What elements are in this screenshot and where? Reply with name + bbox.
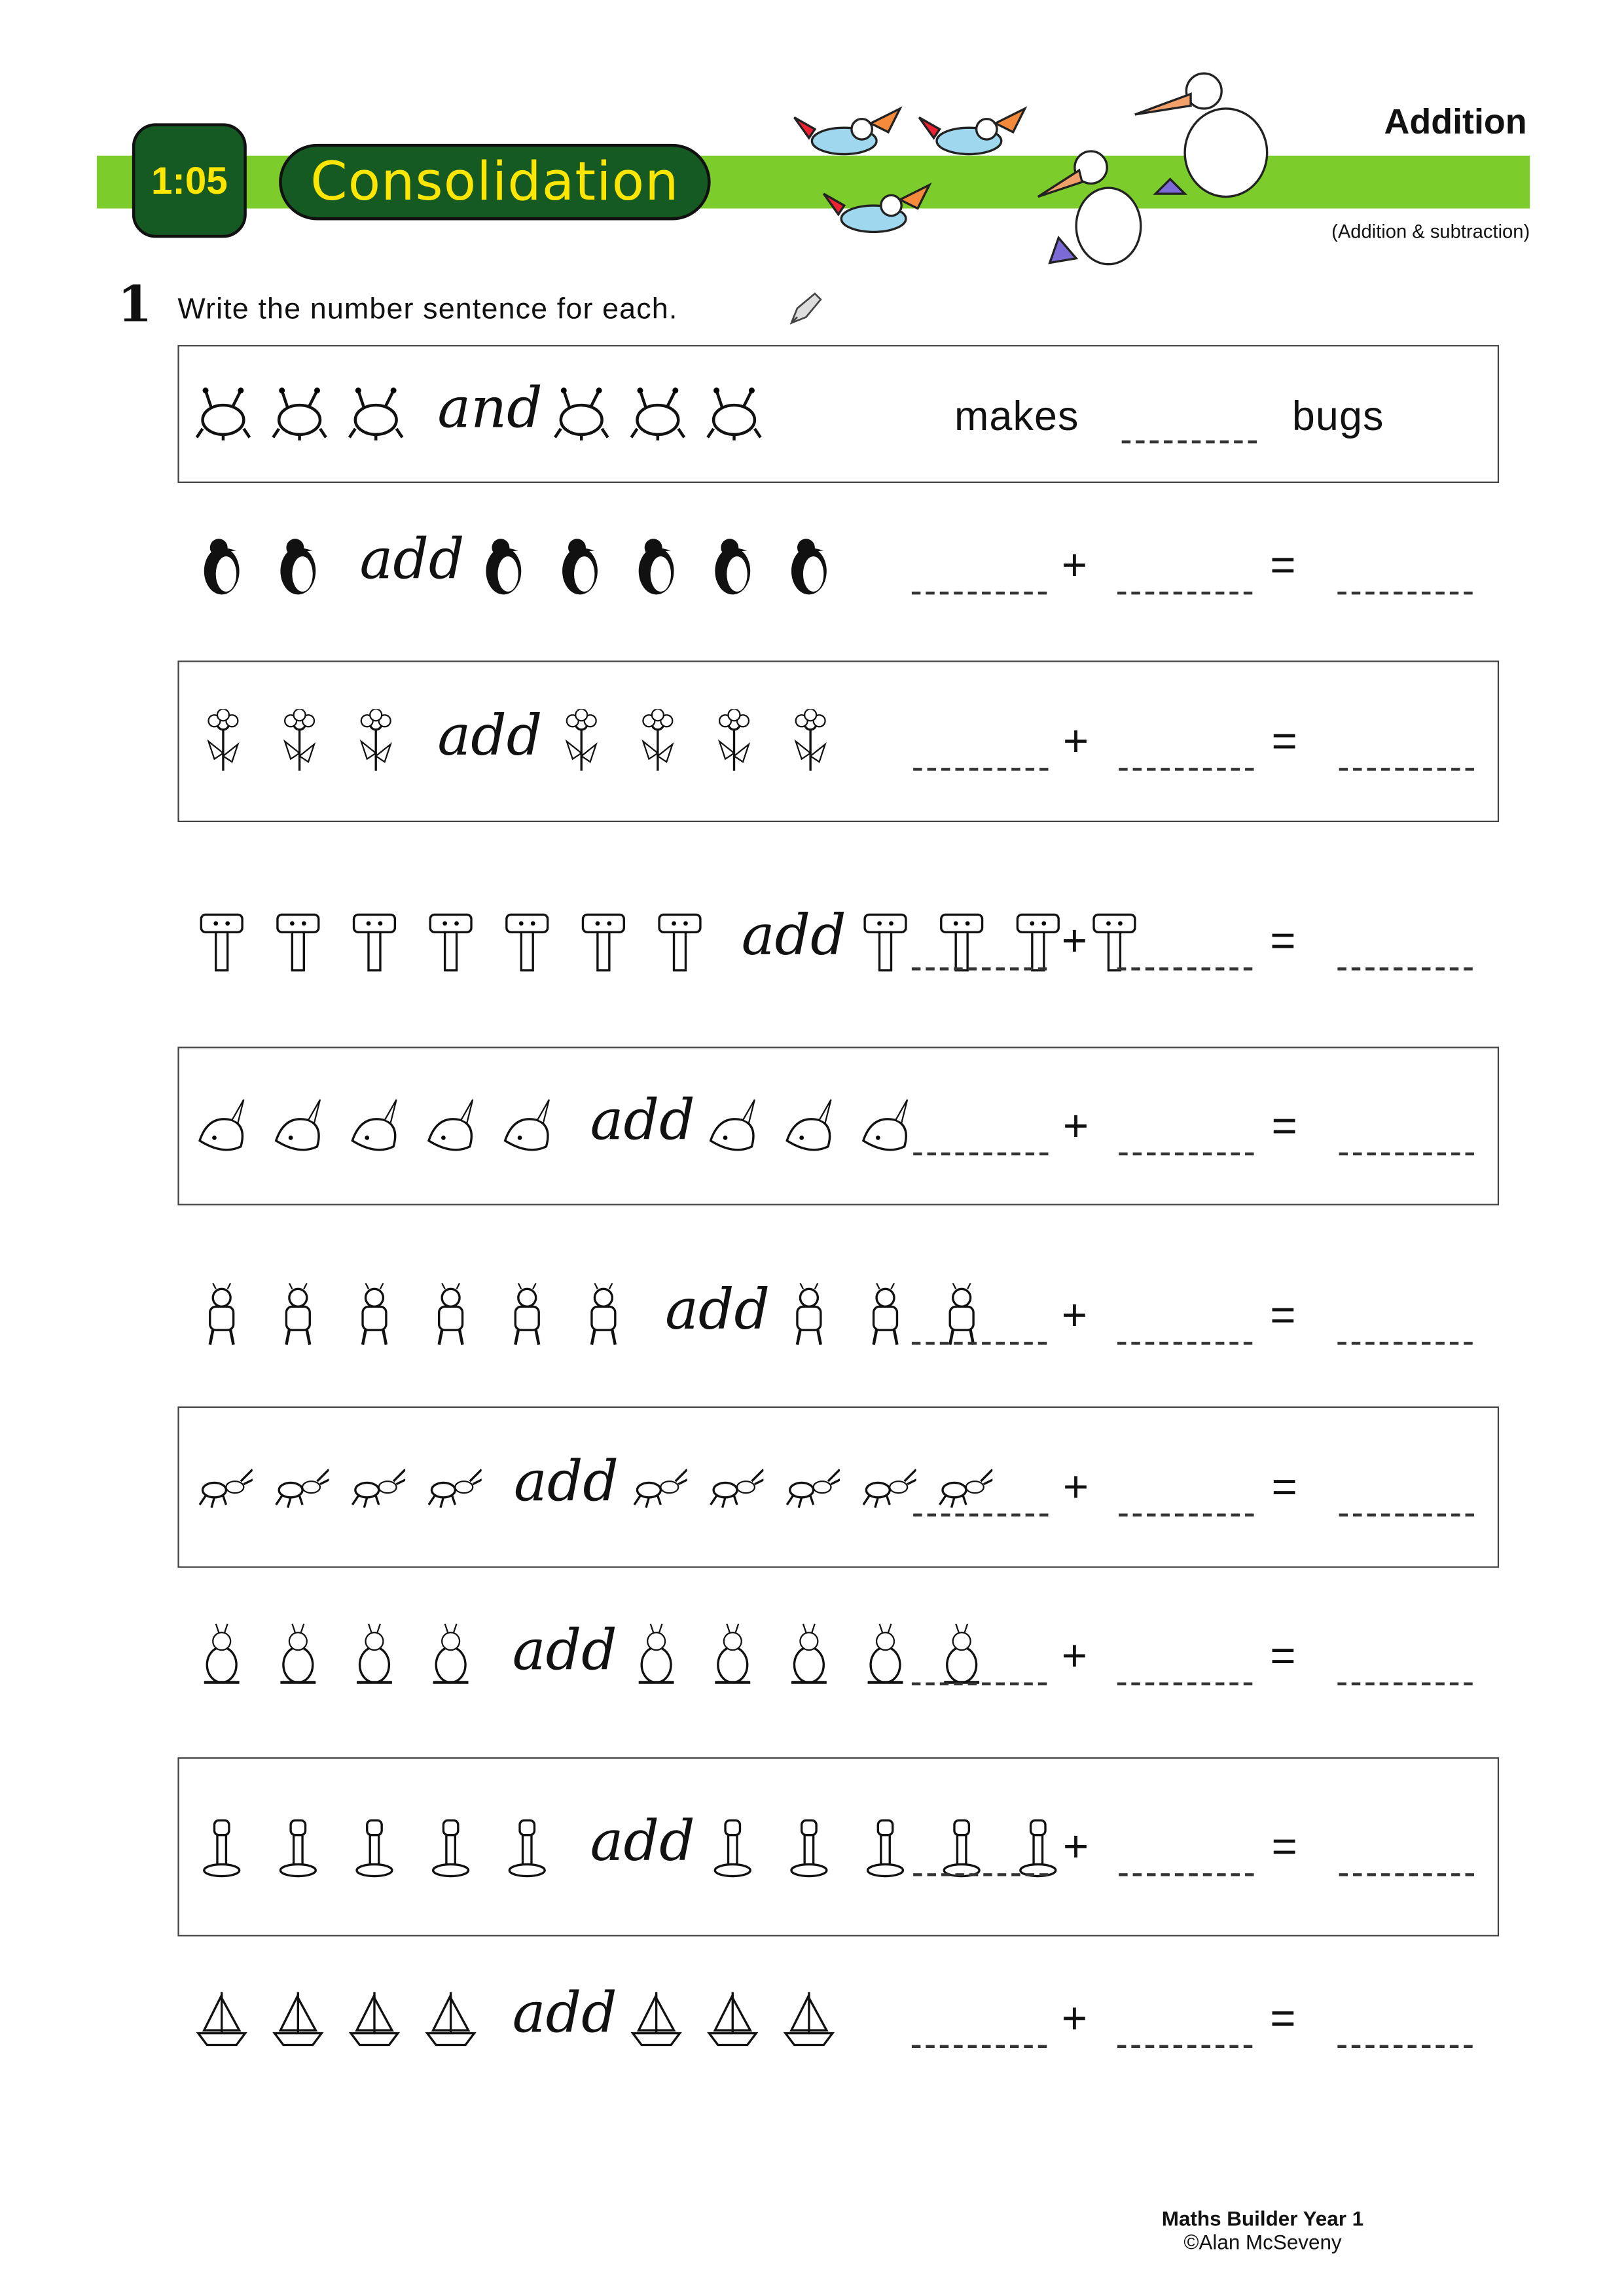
character-icon [932,1283,991,1348]
first-addend-blank[interactable] [912,2045,1047,2047]
kangaroo-icon [192,1623,251,1688]
topic-heading: Addition [1384,103,1527,143]
whale-icon [705,1094,764,1158]
answer-blank[interactable] [1122,440,1257,443]
hammer-icon [932,908,991,973]
ant-icon [781,1455,840,1520]
bug-icon [194,382,253,446]
flower-icon [346,709,405,774]
question-row [177,345,1499,483]
robot-icon [423,1814,482,1879]
robot-icon [934,1814,993,1879]
row-word: add [590,1808,695,1874]
kangaroo-icon [780,1623,839,1688]
hammer-icon [1009,908,1068,973]
second-addend-blank[interactable] [1117,967,1252,970]
ant-icon [628,1455,687,1520]
row-word: add [512,1980,617,2045]
equals-sign: = [1270,541,1296,590]
bug-icon [552,382,611,446]
second-addend-blank[interactable] [1117,2045,1252,2047]
penguin-icon [550,533,609,598]
second-addend-blank[interactable] [1119,1153,1254,1155]
flower-icon [270,709,329,774]
question-row [177,1248,1496,1383]
flower-icon [552,709,611,774]
ant-icon [857,1455,916,1520]
sum-blank[interactable] [1337,2045,1472,2047]
character-icon [497,1283,556,1348]
plus-sign: + [1061,541,1088,590]
hammer-icon [497,908,556,973]
penguin-icon [780,533,839,598]
bugs-label: bugs [1291,393,1384,439]
lesson-title: Consolidation [279,144,710,221]
flower-icon [705,709,764,774]
bug-icon [346,382,405,446]
first-addend-blank[interactable] [913,1153,1048,1155]
first-addend-blank[interactable] [913,1514,1048,1516]
whale-icon [499,1094,558,1158]
second-addend-blank[interactable] [1117,1342,1252,1344]
robot-icon [705,1814,764,1879]
hammer-icon [345,908,404,973]
equals-sign: = [1270,917,1296,966]
question-row [177,660,1499,822]
first-addend-blank[interactable] [913,768,1048,770]
whale-icon [781,1094,840,1158]
ant-icon [270,1455,329,1520]
second-addend-blank[interactable] [1119,1514,1254,1516]
sum-blank[interactable] [1339,1514,1474,1516]
cartoon-birds-illustration [785,65,1285,270]
character-icon [345,1283,404,1348]
sailboat-icon [345,1986,404,2051]
equals-sign: = [1271,717,1297,766]
first-addend-blank[interactable] [913,1873,1048,1876]
question-instruction: Write the number sentence for each. [177,293,678,326]
question-number: 1 [117,276,153,335]
kangaroo-icon [703,1623,762,1688]
sum-blank[interactable] [1337,592,1472,594]
row-word: add [514,1448,619,1514]
robot-icon [857,1814,916,1879]
footer [1146,2206,1380,2253]
equals-sign: = [1270,1995,1296,2044]
character-icon [422,1283,480,1348]
question-row [177,1407,1499,1568]
hammer-icon [422,908,480,973]
sum-blank[interactable] [1339,1153,1474,1155]
plus-sign: + [1061,917,1088,966]
ant-icon [194,1455,253,1520]
plus-sign: + [1062,1463,1089,1513]
ant-icon [934,1455,993,1520]
first-addend-blank[interactable] [912,1681,1047,1684]
book-title: Maths Builder Year 1 [1161,2206,1364,2231]
equals-sign: = [1270,1632,1296,1681]
hammer-icon [268,908,327,973]
penguin-icon [627,533,686,598]
first-addend-blank[interactable] [912,967,1047,970]
character-icon [574,1283,633,1348]
hammer-icon [1085,908,1144,973]
first-addend-blank[interactable] [912,1342,1047,1344]
row-word: add [665,1277,770,1342]
penguin-icon [474,533,533,598]
sum-blank[interactable] [1339,1873,1474,1876]
bug-icon [270,382,329,446]
lesson-code-badge: 1:05 [132,123,247,238]
row-word: add [741,903,846,968]
character-icon [856,1283,915,1348]
equals-sign: = [1271,1102,1297,1151]
bug-icon [705,382,764,446]
flower-icon [628,709,687,774]
sailboat-icon [627,1986,686,2051]
robot-icon [270,1814,329,1879]
penguin-icon [703,533,762,598]
whale-icon [423,1094,482,1158]
plus-sign: + [1061,1291,1088,1340]
hammer-icon [192,908,251,973]
row-word: and [437,376,543,440]
sum-blank[interactable] [1339,768,1474,770]
whale-icon [194,1094,253,1158]
subtopic-label: (Addition & subtraction) [1331,220,1530,243]
plus-sign: + [1061,1632,1088,1681]
copyright: ©Alan McSeveny [1183,2230,1342,2254]
sum-blank[interactable] [1337,967,1472,970]
robot-icon [346,1814,405,1879]
sailboat-icon [268,1986,327,2051]
question-row [177,859,1496,1023]
kangaroo-icon [268,1623,327,1688]
ant-icon [423,1455,482,1520]
flower-icon [194,709,253,774]
kangaroo-icon [627,1623,686,1688]
plus-sign: + [1062,1102,1089,1151]
second-addend-blank[interactable] [1119,768,1254,770]
penguin-icon [268,533,327,598]
robot-icon [194,1814,253,1879]
penguin-icon [192,533,251,598]
row-word: add [590,1088,695,1153]
hammer-icon [856,908,915,973]
plus-sign: + [1062,717,1089,766]
sailboat-icon [192,1986,251,2051]
sum-blank[interactable] [1337,1342,1472,1344]
row-word: add [437,703,543,768]
question-row [177,1952,1496,2085]
first-addend-blank[interactable] [912,592,1047,594]
robot-icon [499,1814,558,1879]
question-row [177,499,1496,632]
sailboat-icon [780,1986,839,2051]
plus-sign: + [1062,1823,1089,1872]
hammer-icon [651,908,710,973]
equals-sign: = [1270,1291,1296,1340]
character-icon [268,1283,327,1348]
sailboat-icon [422,1986,480,2051]
character-icon [780,1283,839,1348]
question-row [177,1047,1499,1205]
sailboat-icon [703,1986,762,2051]
hammer-icon [574,908,633,973]
plus-sign: + [1061,1995,1088,2044]
kangaroo-icon [345,1623,404,1688]
character-icon [192,1283,251,1348]
question-row [177,1757,1499,1937]
equals-sign: = [1271,1823,1297,1872]
question-row [177,1578,1496,1732]
row-word: add [512,1617,617,1682]
equals-sign: = [1271,1463,1297,1513]
robot-icon [781,1814,840,1879]
whale-icon [270,1094,329,1158]
row-word: add [359,527,465,592]
second-addend-blank[interactable] [1119,1873,1254,1876]
kangaroo-icon [932,1623,991,1688]
pencil-icon [785,291,823,329]
robot-icon [1010,1814,1069,1879]
kangaroo-icon [422,1623,480,1688]
sum-blank[interactable] [1337,1681,1472,1684]
second-addend-blank[interactable] [1117,592,1252,594]
ant-icon [705,1455,764,1520]
second-addend-blank[interactable] [1117,1681,1252,1684]
flower-icon [781,709,840,774]
makes-label: makes [954,393,1079,439]
whale-icon [346,1094,405,1158]
ant-icon [346,1455,405,1520]
kangaroo-icon [856,1623,915,1688]
whale-icon [857,1094,916,1158]
bug-icon [628,382,687,446]
